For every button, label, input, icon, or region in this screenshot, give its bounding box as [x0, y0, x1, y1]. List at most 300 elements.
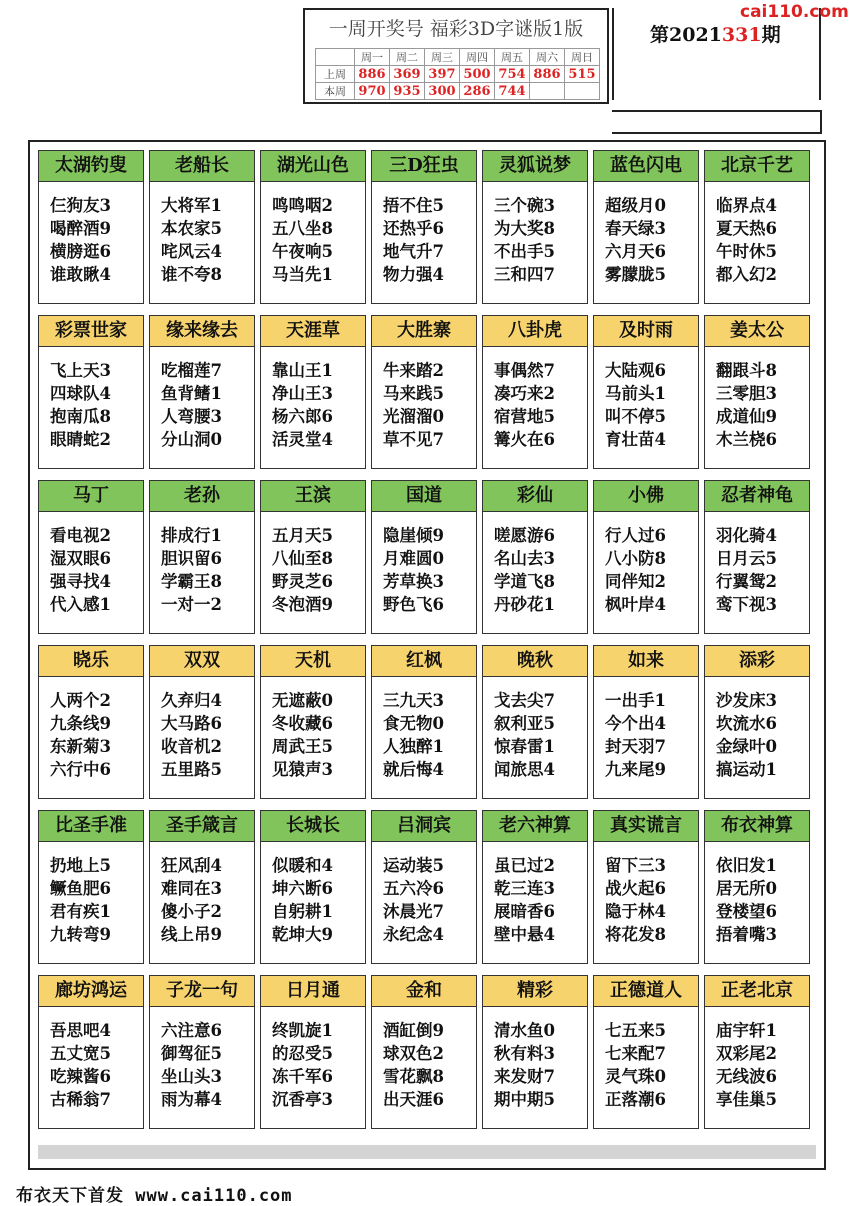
puzzle-card: [371, 975, 477, 1129]
clue-line: 八小防8: [605, 549, 666, 568]
clue-line: 芳草换3: [383, 572, 444, 591]
day-header: 周四: [460, 49, 495, 66]
puzzle-card: [704, 315, 810, 469]
clue-line: 育壮苗4: [605, 430, 666, 449]
clue-line: 胆识留6: [161, 549, 222, 568]
this-week-row: [316, 83, 600, 100]
clue-line: 飞上天3: [50, 361, 111, 380]
clue-line: 庙宇轩1: [716, 1021, 777, 1040]
day-header: 周日: [565, 49, 600, 66]
puzzle-card: [149, 480, 255, 634]
clue-list: [39, 182, 143, 286]
puzzle-author: 老孙: [150, 481, 254, 512]
clue-line: 线上吊9: [161, 925, 222, 944]
clue-line: 排成行1: [161, 526, 222, 545]
puzzle-author: 彩仙: [483, 481, 587, 512]
puzzle-card: [260, 645, 366, 799]
clue-line: 食无物0: [383, 714, 444, 733]
puzzle-author: 老六神算: [483, 811, 587, 842]
puzzle-card: [38, 315, 144, 469]
clue-line: 就后悔4: [383, 760, 444, 779]
puzzle-card: [482, 645, 588, 799]
draw-number: 515: [565, 66, 600, 83]
clue-line: 代入感1: [50, 595, 111, 614]
day-header: 周五: [495, 49, 530, 66]
puzzle-card: [38, 810, 144, 964]
puzzle-card: [482, 315, 588, 469]
clue-line: 出天涯6: [383, 1090, 444, 1109]
site-watermark: cai110.com: [740, 2, 849, 22]
clue-line: 人两个2: [50, 691, 111, 710]
clue-line: 周武王5: [272, 737, 333, 756]
puzzle-card: [371, 150, 477, 304]
clue-line: 球双色2: [383, 1044, 444, 1063]
puzzle-author: 王滨: [261, 481, 365, 512]
clue-line: 枫叶岸4: [605, 595, 666, 614]
draw-number: 500: [460, 66, 495, 83]
clue-line: 喝醉酒9: [50, 219, 111, 238]
puzzle-author: 蓝色闪电: [594, 151, 698, 182]
clue-list: [705, 512, 809, 616]
puzzle-author: 晚秋: [483, 646, 587, 677]
clue-line: 见猿声3: [272, 760, 333, 779]
clue-line: 金绿叶0: [716, 737, 777, 756]
puzzle-author: 添彩: [705, 646, 809, 677]
clue-line: 一对一2: [161, 595, 222, 614]
puzzle-card: [704, 810, 810, 964]
clue-list: [372, 1007, 476, 1111]
clue-line: 湿双眼6: [50, 549, 111, 568]
puzzle-card: [482, 975, 588, 1129]
issue-label: 第2021331期: [650, 24, 781, 46]
clue-line: 凑巧来2: [494, 384, 555, 403]
clue-line: 宿营地5: [494, 407, 555, 426]
clue-line: 人独醉1: [383, 737, 444, 756]
clue-line: 净山王3: [272, 384, 333, 403]
clue-list: [39, 842, 143, 946]
clue-line: 三个碗3: [494, 196, 555, 215]
clue-list: [705, 842, 809, 946]
clue-line: 古稀翁7: [50, 1090, 111, 1109]
clue-line: 御驾征5: [161, 1044, 222, 1063]
clue-line: 搞运动1: [716, 760, 777, 779]
clue-line: 活灵堂4: [272, 430, 333, 449]
clue-line: 久弃归4: [161, 691, 222, 710]
clue-list: [372, 347, 476, 451]
clue-line: 六注意6: [161, 1021, 222, 1040]
puzzle-card: [260, 480, 366, 634]
page-title: 一周开奖号 福彩3D字谜版1版: [328, 18, 584, 40]
clue-list: [150, 1007, 254, 1111]
clue-line: 马当先1: [272, 265, 333, 284]
clue-line: 吃榴莲7: [161, 361, 222, 380]
clue-line: 封天羽7: [605, 737, 666, 756]
clue-line: 为大奖8: [494, 219, 555, 238]
puzzle-author: 真实谎言: [594, 811, 698, 842]
clue-line: 羽化骑4: [716, 526, 777, 545]
clue-line: 还热乎6: [383, 219, 444, 238]
clue-line: 谁敢瞅4: [50, 265, 111, 284]
clue-list: [705, 677, 809, 781]
clue-line: 鱼背鳍1: [161, 384, 222, 403]
clue-list: [150, 512, 254, 616]
clue-list: [372, 182, 476, 286]
clue-line: 鸾下视3: [716, 595, 777, 614]
puzzle-card: [38, 645, 144, 799]
clue-line: 马来践5: [383, 384, 444, 403]
clue-line: 野色飞6: [383, 595, 444, 614]
puzzle-card: [704, 150, 810, 304]
clue-line: 春天绿3: [605, 219, 666, 238]
puzzle-author: 湖光山色: [261, 151, 365, 182]
puzzle-card: [149, 315, 255, 469]
clue-line: 名山去3: [494, 549, 555, 568]
puzzle-card: [38, 480, 144, 634]
puzzle-card: [38, 975, 144, 1129]
clue-list: [39, 677, 143, 781]
clue-line: 翻跟斗8: [716, 361, 777, 380]
day-header: 周三: [425, 49, 460, 66]
clue-line: 冬泡酒9: [272, 595, 333, 614]
weekly-draw-table: [315, 48, 600, 100]
clue-line: 四球队4: [50, 384, 111, 403]
clue-line: 隐于林4: [605, 902, 666, 921]
clue-line: 运动装5: [383, 856, 444, 875]
clue-line: 五八坐8: [272, 219, 333, 238]
clue-list: [150, 347, 254, 451]
puzzle-card: [371, 315, 477, 469]
clue-line: 五丈宽5: [50, 1044, 111, 1063]
puzzle-author: 缘来缘去: [150, 316, 254, 347]
bottom-bar: [38, 1145, 816, 1159]
clue-line: 坤六断6: [272, 879, 333, 898]
clue-line: 惊春雷1: [494, 737, 555, 756]
clue-list: [483, 512, 587, 616]
clue-line: 六行中6: [50, 760, 111, 779]
puzzle-author: 圣手箴言: [150, 811, 254, 842]
clue-line: 雪花飘8: [383, 1067, 444, 1086]
draw-number: 886: [355, 66, 390, 83]
clue-line: 光溜溜0: [383, 407, 444, 426]
clue-line: 同伴知2: [605, 572, 666, 591]
clue-list: [594, 1007, 698, 1111]
clue-line: 的忍受5: [272, 1044, 333, 1063]
clue-line: 来发财7: [494, 1067, 555, 1086]
puzzle-card: [704, 480, 810, 634]
clue-line: 九来尾9: [605, 760, 666, 779]
clue-line: 吾思吧4: [50, 1021, 111, 1040]
draw-number: 935: [390, 83, 425, 100]
clue-list: [372, 677, 476, 781]
clue-line: 傻小子2: [161, 902, 222, 921]
draw-summary-box: [303, 8, 609, 104]
divider: [612, 110, 822, 134]
clue-line: 七来配7: [605, 1044, 666, 1063]
puzzle-author: 太湖钓叟: [39, 151, 143, 182]
clue-list: [39, 1007, 143, 1111]
clue-list: [39, 347, 143, 451]
clue-line: 地气升7: [383, 242, 444, 261]
clue-line: 展暗香6: [494, 902, 555, 921]
clue-line: 夏天热6: [716, 219, 777, 238]
clue-list: [372, 842, 476, 946]
clue-line: 本农家5: [161, 219, 222, 238]
clue-line: 冻千军6: [272, 1067, 333, 1086]
clue-line: 依旧发1: [716, 856, 777, 875]
clue-line: 期中期5: [494, 1090, 555, 1109]
draw-number: 397: [425, 66, 460, 83]
clue-list: [705, 182, 809, 286]
puzzle-author: 子龙一句: [150, 976, 254, 1007]
draw-number: 744: [495, 83, 530, 100]
clue-line: 大将军1: [161, 196, 222, 215]
clue-line: 学道飞8: [494, 572, 555, 591]
clue-line: 三和四7: [494, 265, 555, 284]
puzzle-author: 廊坊鸿运: [39, 976, 143, 1007]
clue-line: 七五来5: [605, 1021, 666, 1040]
puzzle-card: [260, 315, 366, 469]
clue-list: [705, 347, 809, 451]
puzzle-author: 吕洞宾: [372, 811, 476, 842]
clue-line: 捂着嘴3: [716, 925, 777, 944]
puzzle-author: 北京千艺: [705, 151, 809, 182]
clue-line: 大马路6: [161, 714, 222, 733]
clue-line: 木兰桡6: [716, 430, 777, 449]
puzzle-author: 正德道人: [594, 976, 698, 1007]
clue-list: [483, 347, 587, 451]
clue-line: 大陆观6: [605, 361, 666, 380]
clue-line: 坎流水6: [716, 714, 777, 733]
clue-line: 乾三连3: [494, 879, 555, 898]
clue-list: [483, 1007, 587, 1111]
clue-line: 永纪念4: [383, 925, 444, 944]
puzzle-card: [482, 150, 588, 304]
clue-line: 留下三3: [605, 856, 666, 875]
clue-line: 收音机2: [161, 737, 222, 756]
clue-line: 居无所0: [716, 879, 777, 898]
day-header: 周六: [530, 49, 565, 66]
puzzle-author: 大胜寨: [372, 316, 476, 347]
clue-line: 无遮蔽0: [272, 691, 333, 710]
puzzle-author: 小佛: [594, 481, 698, 512]
clue-line: 壁中悬4: [494, 925, 555, 944]
clue-line: 月难圆0: [383, 549, 444, 568]
puzzle-card: [149, 975, 255, 1129]
clue-list: [150, 677, 254, 781]
clue-line: 捂不住5: [383, 196, 444, 215]
clue-list: [150, 842, 254, 946]
clue-list: [594, 347, 698, 451]
row-label: 本周: [316, 83, 355, 100]
puzzle-author: 比圣手准: [39, 811, 143, 842]
clue-line: 看电视2: [50, 526, 111, 545]
puzzle-card: [704, 645, 810, 799]
clue-line: 战火起6: [605, 879, 666, 898]
clue-line: 酒缸倒9: [383, 1021, 444, 1040]
clue-list: [483, 677, 587, 781]
clue-list: [594, 842, 698, 946]
puzzle-author: 布衣神算: [705, 811, 809, 842]
clue-line: 沉香亭3: [272, 1090, 333, 1109]
clue-line: 隐崖倾9: [383, 526, 444, 545]
clue-line: 篝火在6: [494, 430, 555, 449]
clue-list: [705, 1007, 809, 1111]
clue-line: 抱南瓜8: [50, 407, 111, 426]
clue-line: 东新菊3: [50, 737, 111, 756]
draw-number: 300: [425, 83, 460, 100]
draw-number: 970: [355, 83, 390, 100]
clue-line: 超级月0: [605, 196, 666, 215]
clue-line: 眼睛蛇2: [50, 430, 111, 449]
clue-line: 仨狗友3: [50, 196, 111, 215]
clue-line: 一出手1: [605, 691, 666, 710]
puzzle-author: 老船长: [150, 151, 254, 182]
clue-line: 九转弯9: [50, 925, 111, 944]
puzzle-author: 彩票世家: [39, 316, 143, 347]
puzzle-board: [28, 140, 826, 1170]
puzzle-author: 长城长: [261, 811, 365, 842]
puzzle-card: [593, 645, 699, 799]
clue-line: 日月云5: [716, 549, 777, 568]
puzzle-author: 天机: [261, 646, 365, 677]
puzzle-card: [482, 810, 588, 964]
puzzle-card: [371, 480, 477, 634]
puzzle-author: 双双: [150, 646, 254, 677]
clue-line: 九条线9: [50, 714, 111, 733]
clue-line: 午时休5: [716, 242, 777, 261]
clue-line: 秋有料3: [494, 1044, 555, 1063]
clue-line: 五六冷6: [383, 879, 444, 898]
clue-line: 正落潮6: [605, 1090, 666, 1109]
clue-line: 将花发8: [605, 925, 666, 944]
clue-line: 牛来踏2: [383, 361, 444, 380]
clue-line: 草不见7: [383, 430, 444, 449]
draw-number: [530, 83, 565, 100]
clue-line: 君有疾1: [50, 902, 111, 921]
puzzle-author: 精彩: [483, 976, 587, 1007]
puzzle-grid: [38, 150, 810, 1129]
row-label: 上周: [316, 66, 355, 83]
puzzle-author: 天涯草: [261, 316, 365, 347]
clue-line: 终凯旋1: [272, 1021, 333, 1040]
clue-line: 强寻找4: [50, 572, 111, 591]
puzzle-card: [482, 480, 588, 634]
clue-line: 扔地上5: [50, 856, 111, 875]
day-header: 周二: [390, 49, 425, 66]
clue-list: [372, 512, 476, 616]
puzzle-author: 红枫: [372, 646, 476, 677]
puzzle-card: [149, 810, 255, 964]
clue-line: 八仙至8: [272, 549, 333, 568]
clue-list: [594, 512, 698, 616]
clue-line: 都入幻2: [716, 265, 777, 284]
clue-line: 成道仙9: [716, 407, 777, 426]
puzzle-author: 金和: [372, 976, 476, 1007]
clue-line: 三零胆3: [716, 384, 777, 403]
clue-line: 野灵芝6: [272, 572, 333, 591]
clue-list: [261, 677, 365, 781]
clue-line: 学霸王8: [161, 572, 222, 591]
clue-line: 六月天6: [605, 242, 666, 261]
clue-line: 物力强4: [383, 265, 444, 284]
clue-line: 清水鱼0: [494, 1021, 555, 1040]
puzzle-author: 姜太公: [705, 316, 809, 347]
puzzle-card: [149, 645, 255, 799]
clue-line: 虽已过2: [494, 856, 555, 875]
puzzle-author: 正老北京: [705, 976, 809, 1007]
clue-line: 临界点4: [716, 196, 777, 215]
clue-line: 午夜响5: [272, 242, 333, 261]
clue-list: [261, 347, 365, 451]
clue-line: 人弯腰3: [161, 407, 222, 426]
clue-line: 行翼鸳2: [716, 572, 777, 591]
clue-list: [483, 842, 587, 946]
clue-line: 咤风云4: [161, 242, 222, 261]
puzzle-card: [371, 645, 477, 799]
clue-line: 难同在3: [161, 879, 222, 898]
clue-line: 五里路5: [161, 760, 222, 779]
clue-line: 嗟愿游6: [494, 526, 555, 545]
puzzle-card: [149, 150, 255, 304]
issue-number: 331: [721, 24, 762, 46]
puzzle-author: 八卦虎: [483, 316, 587, 347]
puzzle-author: 日月通: [261, 976, 365, 1007]
clue-line: 似暖和4: [272, 856, 333, 875]
clue-line: 事偶然7: [494, 361, 555, 380]
draw-number: 369: [390, 66, 425, 83]
clue-line: 享佳巢5: [716, 1090, 777, 1109]
puzzle-author: 灵狐说梦: [483, 151, 587, 182]
puzzle-card: [260, 150, 366, 304]
clue-list: [594, 182, 698, 286]
clue-line: 横膀逛6: [50, 242, 111, 261]
day-header: 周一: [355, 49, 390, 66]
clue-line: 丹砂花1: [494, 595, 555, 614]
clue-line: 登楼望6: [716, 902, 777, 921]
clue-line: 沙发床3: [716, 691, 777, 710]
clue-line: 坐山头3: [161, 1067, 222, 1086]
clue-list: [261, 182, 365, 286]
clue-line: 吃辣酱6: [50, 1067, 111, 1086]
puzzle-card: [371, 810, 477, 964]
clue-line: 自躬耕1: [272, 902, 333, 921]
clue-line: 五月天5: [272, 526, 333, 545]
puzzle-author: 国道: [372, 481, 476, 512]
clue-line: 靠山王1: [272, 361, 333, 380]
draw-number: [565, 83, 600, 100]
clue-line: 不出手5: [494, 242, 555, 261]
clue-list: [150, 182, 254, 286]
clue-list: [39, 512, 143, 616]
puzzle-card: [704, 975, 810, 1129]
clue-line: 鸣鸣咽2: [272, 196, 333, 215]
last-week-row: [316, 66, 600, 83]
clue-line: 戈去尖7: [494, 691, 555, 710]
draw-number: 886: [530, 66, 565, 83]
clue-line: 闻旅思4: [494, 760, 555, 779]
clue-line: 分山洞0: [161, 430, 222, 449]
clue-line: 灵气珠0: [605, 1067, 666, 1086]
clue-line: 马前头1: [605, 384, 666, 403]
clue-list: [594, 677, 698, 781]
clue-line: 鳜鱼肥6: [50, 879, 111, 898]
clue-line: 叫不停5: [605, 407, 666, 426]
clue-list: [483, 182, 587, 286]
clue-line: 雨为幕4: [161, 1090, 222, 1109]
puzzle-card: [593, 480, 699, 634]
puzzle-card: [260, 810, 366, 964]
clue-list: [261, 1007, 365, 1111]
